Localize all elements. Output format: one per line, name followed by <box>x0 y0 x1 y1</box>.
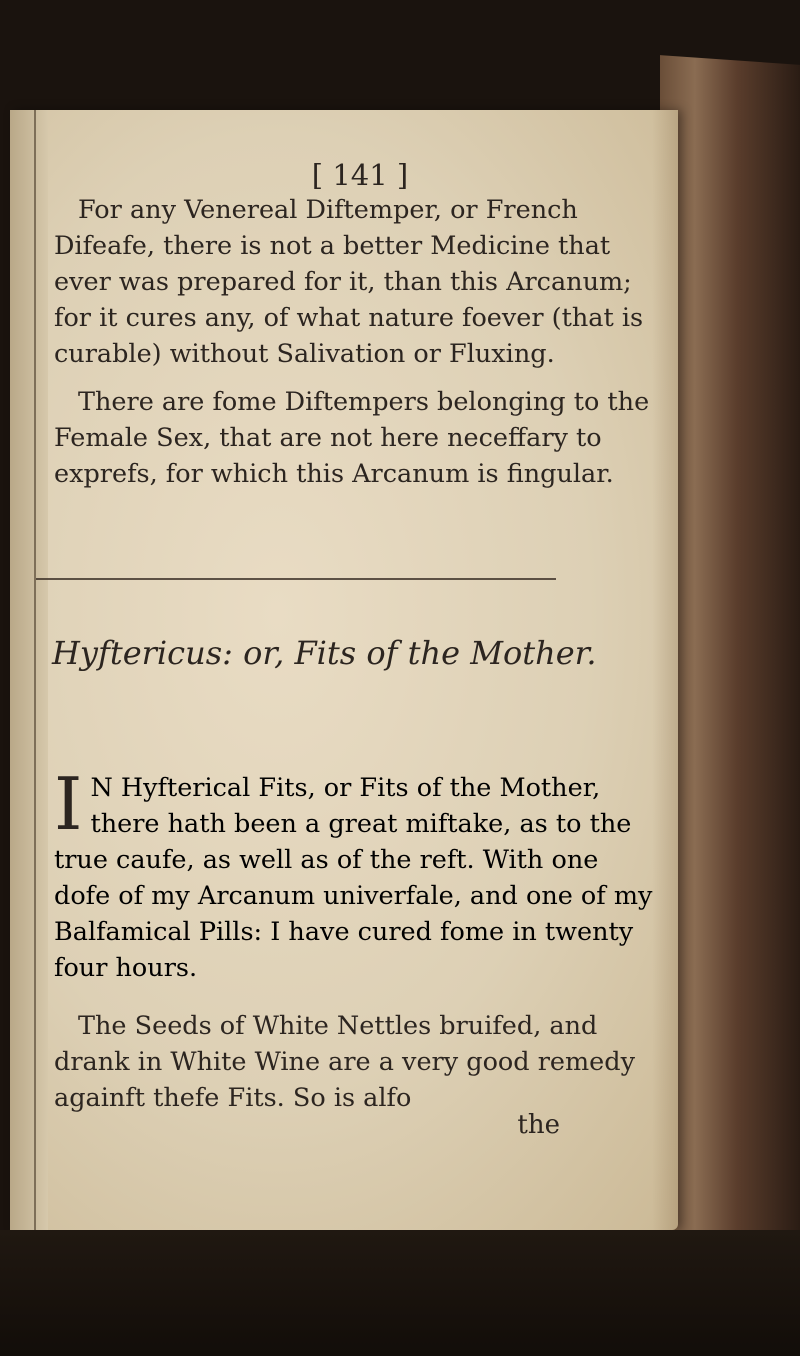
section-heading: Hyftericus: or, Fits of the Mother. <box>52 634 597 672</box>
page-gutter <box>10 110 48 1230</box>
paragraph-hysterical-text: N Hyfterical Fits, or Fits of the Mother, there hath been a great miftake, as to the true caufe, as well as of the reft. With one dofe of my Arcanum univerfale, and one of my Balfamical Pills: I have cured fome in twenty four hours. <box>54 773 653 983</box>
catchword: the <box>517 1110 560 1140</box>
page-header: [ 141 ] <box>311 158 409 192</box>
book-edge <box>660 55 800 1245</box>
lower-shadow <box>0 1230 800 1356</box>
paragraph-venereal: For any Venereal Diftemper, or French Difeafe, there is not a better Medicine that ever was prepared for it, than this Arcanum; for it cures any, of what nature foever (that is curable) without Salivation or Fluxing. <box>54 195 644 369</box>
paragraph-female-sex: There are fome Diftempers belonging to the Female Sex, that are not here neceffary to exprefs, for which this Arcanum is fingular. <box>54 387 650 489</box>
paragraph-hysterical <box>54 762 654 986</box>
section-divider <box>36 578 556 580</box>
paragraph-nettles: The Seeds of White Nettles bruifed, and drank in White Wine are a very good remedy againft thefe Fits. So is alfo <box>54 1011 635 1113</box>
book-page <box>10 110 678 1230</box>
drop-cap: I <box>54 762 83 846</box>
gutter-line <box>34 110 36 1230</box>
